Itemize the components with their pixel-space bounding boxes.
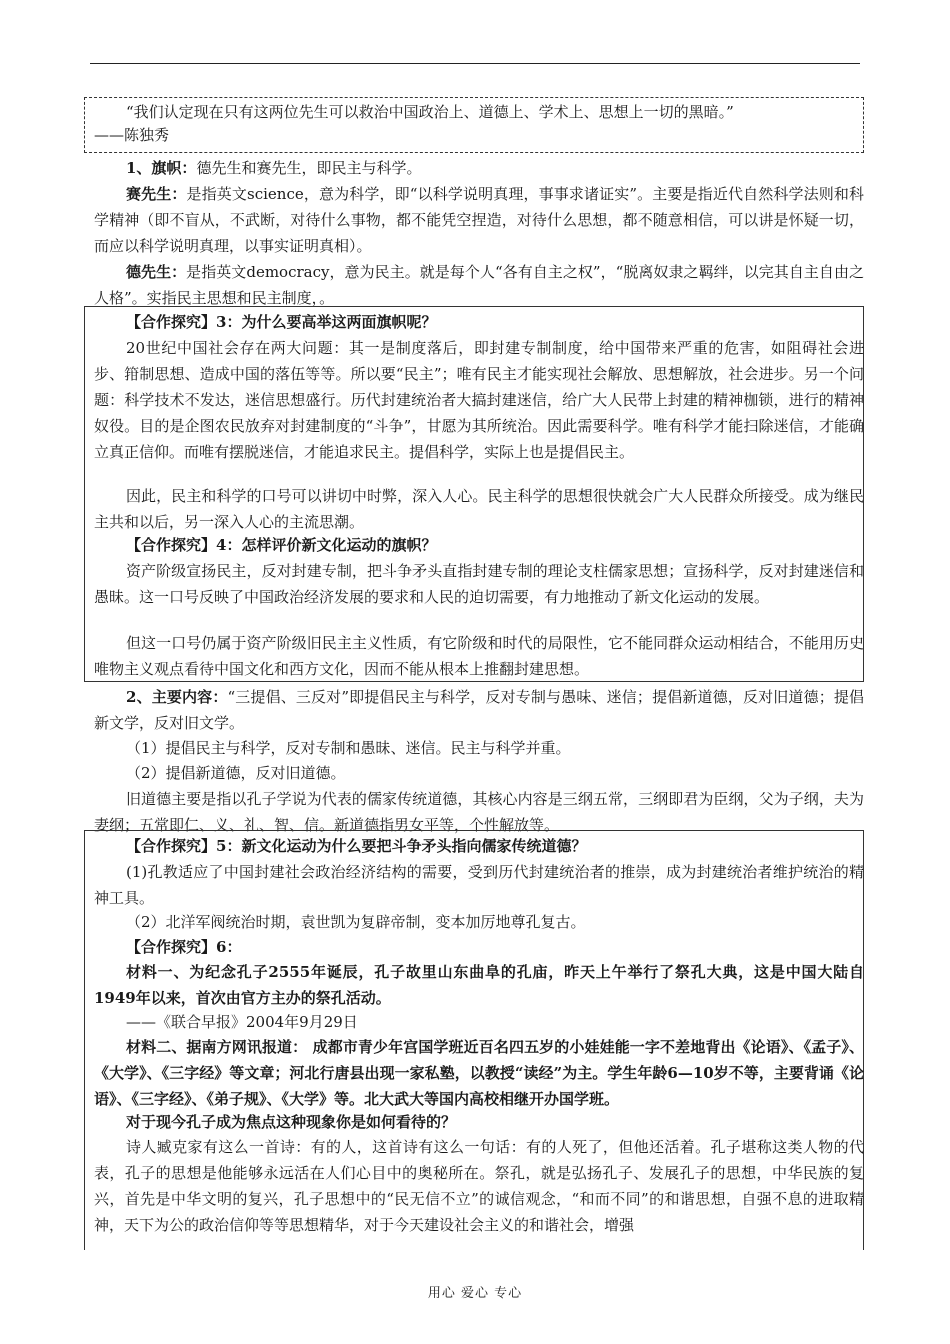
quote (94, 101, 864, 147)
section2-heading-text: “三提倡、三反对”即提倡民主与科学，反对专制与愚味、迷信；提倡新道德，反对旧道德；提倡新文学，反对旧文学。 (94, 688, 864, 732)
inquiry-4-answer-2: 但这一口号仍属于资产阶级旧民主主义性质，有它阶级和时代的局限性，它不能同群众运动相结合，不能用历史唯物主义观点看待中国文化和西方文化，因而不能从根本上推翻封建思想。 (94, 634, 864, 678)
page-footer: 用心 爱心 专心 (427, 1286, 523, 1301)
material-1-source: ——《联合早报》2004年9月29日 (126, 1013, 358, 1031)
de-text: 是指英文democracy，意为民主。就是每个人“各有自主之权”，“脱离奴隶之羁绊，以完其自主自由之人格”。实指民主思想和民主制度，。 (94, 263, 864, 307)
section1-heading-text: 德先生和赛先生，即民主与科学。 (196, 159, 422, 177)
section2-item-2: （2）提倡新道德，反对旧道德。 (126, 764, 346, 782)
section2-item-1: （1）提倡民主与科学，反对专制和愚昧、迷信。民主与科学并重。 (126, 739, 571, 757)
inquiry-3-answer-1: 20世纪中国社会存在两大问题：其一是制度落后，即封建专制制度，给中国带来严重的危害，如阻碍社会进步、箝制思想、造成中国的落伍等等。所以要“民主”；唯有民主才能实现社会解放、思想解放，社会进步。另一个问题：科学技术不发达，迷信思想盛行。历代封建统治者大搞封建迷信，给广大人民带上封建的精神枷锁，进行的精神奴役。目的是企图农民放弃对封建制度的“斗争”，甘愿为其所统治。因此需要科学。唯有科学才能扫除迷信，才能确立真正信仰。而唯有摆脱迷信，才能追求民主。提倡科学，实际上也是提倡民主。 (94, 339, 864, 461)
inquiry-5-answer-1: (1)孔教适应了中国封建社会政治经济结构的需要，受到历代封建统治者的推崇，成为封建统治者维护统治的精神工具。 (94, 863, 864, 907)
inquiry-3-answer-2: 因此，民主和科学的口号可以讲切中时弊，深入人心。民主科学的思想很快就会广大人民群众所接受。成为继民主共和以后，另一深入人心的主流思潮。 (94, 487, 864, 531)
inquiry-5-answer-2: （2）北洋军阀统治时期，袁世凯为复辟帝制，变本加厉地尊孔复古。 (126, 913, 586, 931)
inquiry-3-question: 【合作探究】3：为什么要高举这两面旗帜呢？ (126, 313, 437, 331)
inquiry-5-question: 【合作探究】5：新文化运动为什么要把斗争矛头指向儒家传统道德？ (126, 837, 587, 855)
material-1: 材料一、为纪念孔子2555年诞辰，孔子故里山东曲阜的孔庙，昨天上午举行了祭孔大典，这是中国大陆自1949年以来，首次由官方主办的祭孔活动。 (94, 963, 864, 1007)
inquiry-6-prompt: 对于现今孔子成为焦点这种现象你是如何看待的？ (126, 1113, 457, 1131)
inquiry-4-question: 【合作探究】4：怎样评价新文化运动的旗帜？ (126, 536, 437, 554)
section1-heading (94, 155, 864, 181)
section1-heading-label: 1、旗帜： (126, 159, 197, 177)
sai-paragraph (94, 181, 864, 259)
header-rule (90, 63, 860, 64)
de-label: 德先生： (126, 263, 187, 281)
de-paragraph (94, 259, 864, 311)
quote-text: “我们认定现在只有这两位先生可以救治中国政治上、道德上、学术上、思想上一切的黑暗。” (126, 103, 734, 121)
section2-heading-label: 2、主要内容： (126, 688, 228, 706)
inquiry-6-answer: 诗人臧克家有这么一首诗：有的人，这首诗有这么一句话：有的人死了，但他还活着。孔子堪称这类人物的代表，孔子的思想是他能够永远活在人们心目中的奥秘所在。祭孔，就是弘扬孔子、发展孔子的思想，中华民族的复兴，首先是中华文明的复兴，孔子思想中的“民无信不立”的诚信观念，“和而不同”的和谐思想，自强不息的进取精神，天下为公的政治信仰等等思想精华，对于今天建设社会主义的和谐社会，增强 (94, 1138, 864, 1234)
inquiry-4-answer-1: 资产阶级宣扬民主，反对封建专制，把斗争矛头直指封建专制的理论支柱儒家思想；宣扬科学，反对封建迷信和愚昧。这一口号反映了中国政治经济发展的要求和人民的迫切需要，有力地推动了新文化运动的发展。 (94, 562, 864, 606)
quote-author: ——陈独秀 (94, 126, 170, 144)
sai-text: 是指英文science，意为科学，即“以科学说明真理，事事求诸证实”。主要是指近代自然科学法则和科学精神（即不盲从，不武断，对待什么事物，都不能凭空捏造，对待什么思想，都不随意相信，可以讲是怀疑一切，而应以科学说明真理，以事实证明真相）。 (94, 185, 864, 255)
section2-heading (94, 684, 864, 736)
inquiry-6-question: 【合作探究】6： (126, 938, 242, 956)
material-2: 材料二、据南方网讯报道： 成都市青少年宫国学班近百名四五岁的小娃娃能一字不差地背出《论语》、《孟子》、《大学》、《三字经》等文章；河北行唐县出现一家私塾，以教授“读经”为主。学生年龄6—10岁不等，主要背诵《论语》、《三字经》、《弟子规》、《大学》等。北大武大等国内高校相继开办国学班。 (94, 1038, 864, 1108)
sai-label: 赛先生： (126, 185, 187, 203)
old-morality-paragraph: 旧道德主要是指以孔子学说为代表的儒家传统道德，其核心内容是三纲五常，三纲即君为臣纲，父为子纲，夫为妻纲；五常即仁、义、礼、智、信。新道德指男女平等，个性解放等。 (94, 790, 864, 834)
